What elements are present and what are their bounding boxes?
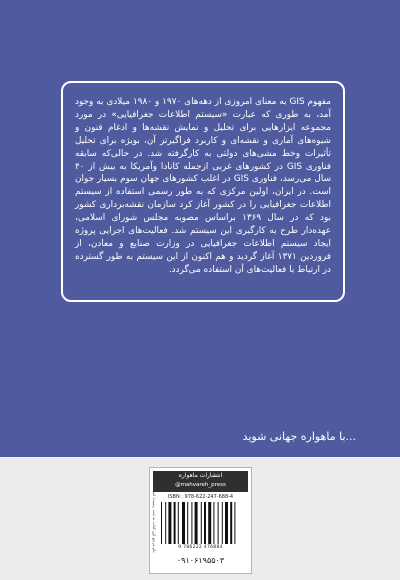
description-box — [61, 81, 345, 302]
publisher-header — [153, 471, 248, 492]
price-number: ۰۹۱۰۶۱۹۵۵۰۳ — [176, 556, 225, 565]
slogan-text: ...با ماهواره جهانی شوید — [242, 430, 356, 443]
side-note-text: نام مرجع این کتاب به ثبت رسیده است — [152, 488, 157, 553]
publisher-handle: @mahvareh_press — [175, 482, 226, 488]
description-paragraph: مفهوم GIS به معنای امروزی از دهه‌های ۱۹۷۰ و ۱۹۸۰ میلادی به وجود آمد، به طوری که عبارت «سیستم اطلاعات جغرافیایی» در مورد مجموعه ابزارهایی برای تحلیل و نمایش نقشه‌ها و ادغام فنون و شیوه‌های آماری و نقشه‌ای و کاربرد فراگیرتر آن، بویژه برای تحلیل تأثیرات وخط مشی‌های دولتی به کارگرفته شد. در حالی‌که سابقه فناوری GIS در کشورهای غربی ازجمله کانادا وآمریکا به بیش از ۴۰ سال می‌رسد، فناوری GIS در اغلب کشورهای جهان سوم بسیار جوان است. در ایران، اولین مرکزی که به طور رسمی استفاده از سیستم اطلاعات جغرافیایی را در کشور آغاز کرد سازمان نقشه‌برداری کشور بود که در سال ۱۳۶۹ براساس مصوبه مجلس شورای اسلامی، عهده‌دار طرح به کارگیری این سیستم شد. فعالیت‌های اجرایی پروژه ایجاد سیستم اطلاعات جغرافیایی در وزارت صنایع و معادن، از فروردین ۱۳۷۱ آغاز گردید و هم اکنون از این سیستم به طور گسترده در ارتباط با فعالیت‌های آن استفاده می‌گردد. — [75, 97, 332, 275]
publisher-name: انتشارات ماهواره — [178, 472, 223, 479]
barcode-image — [160, 502, 242, 544]
side-note — [152, 488, 158, 553]
publisher-panel — [149, 467, 252, 574]
barcode-digits: 9 786222 476884 — [178, 545, 223, 550]
isbn-text: ISBN : 978-622-247-688-4 — [167, 494, 234, 500]
